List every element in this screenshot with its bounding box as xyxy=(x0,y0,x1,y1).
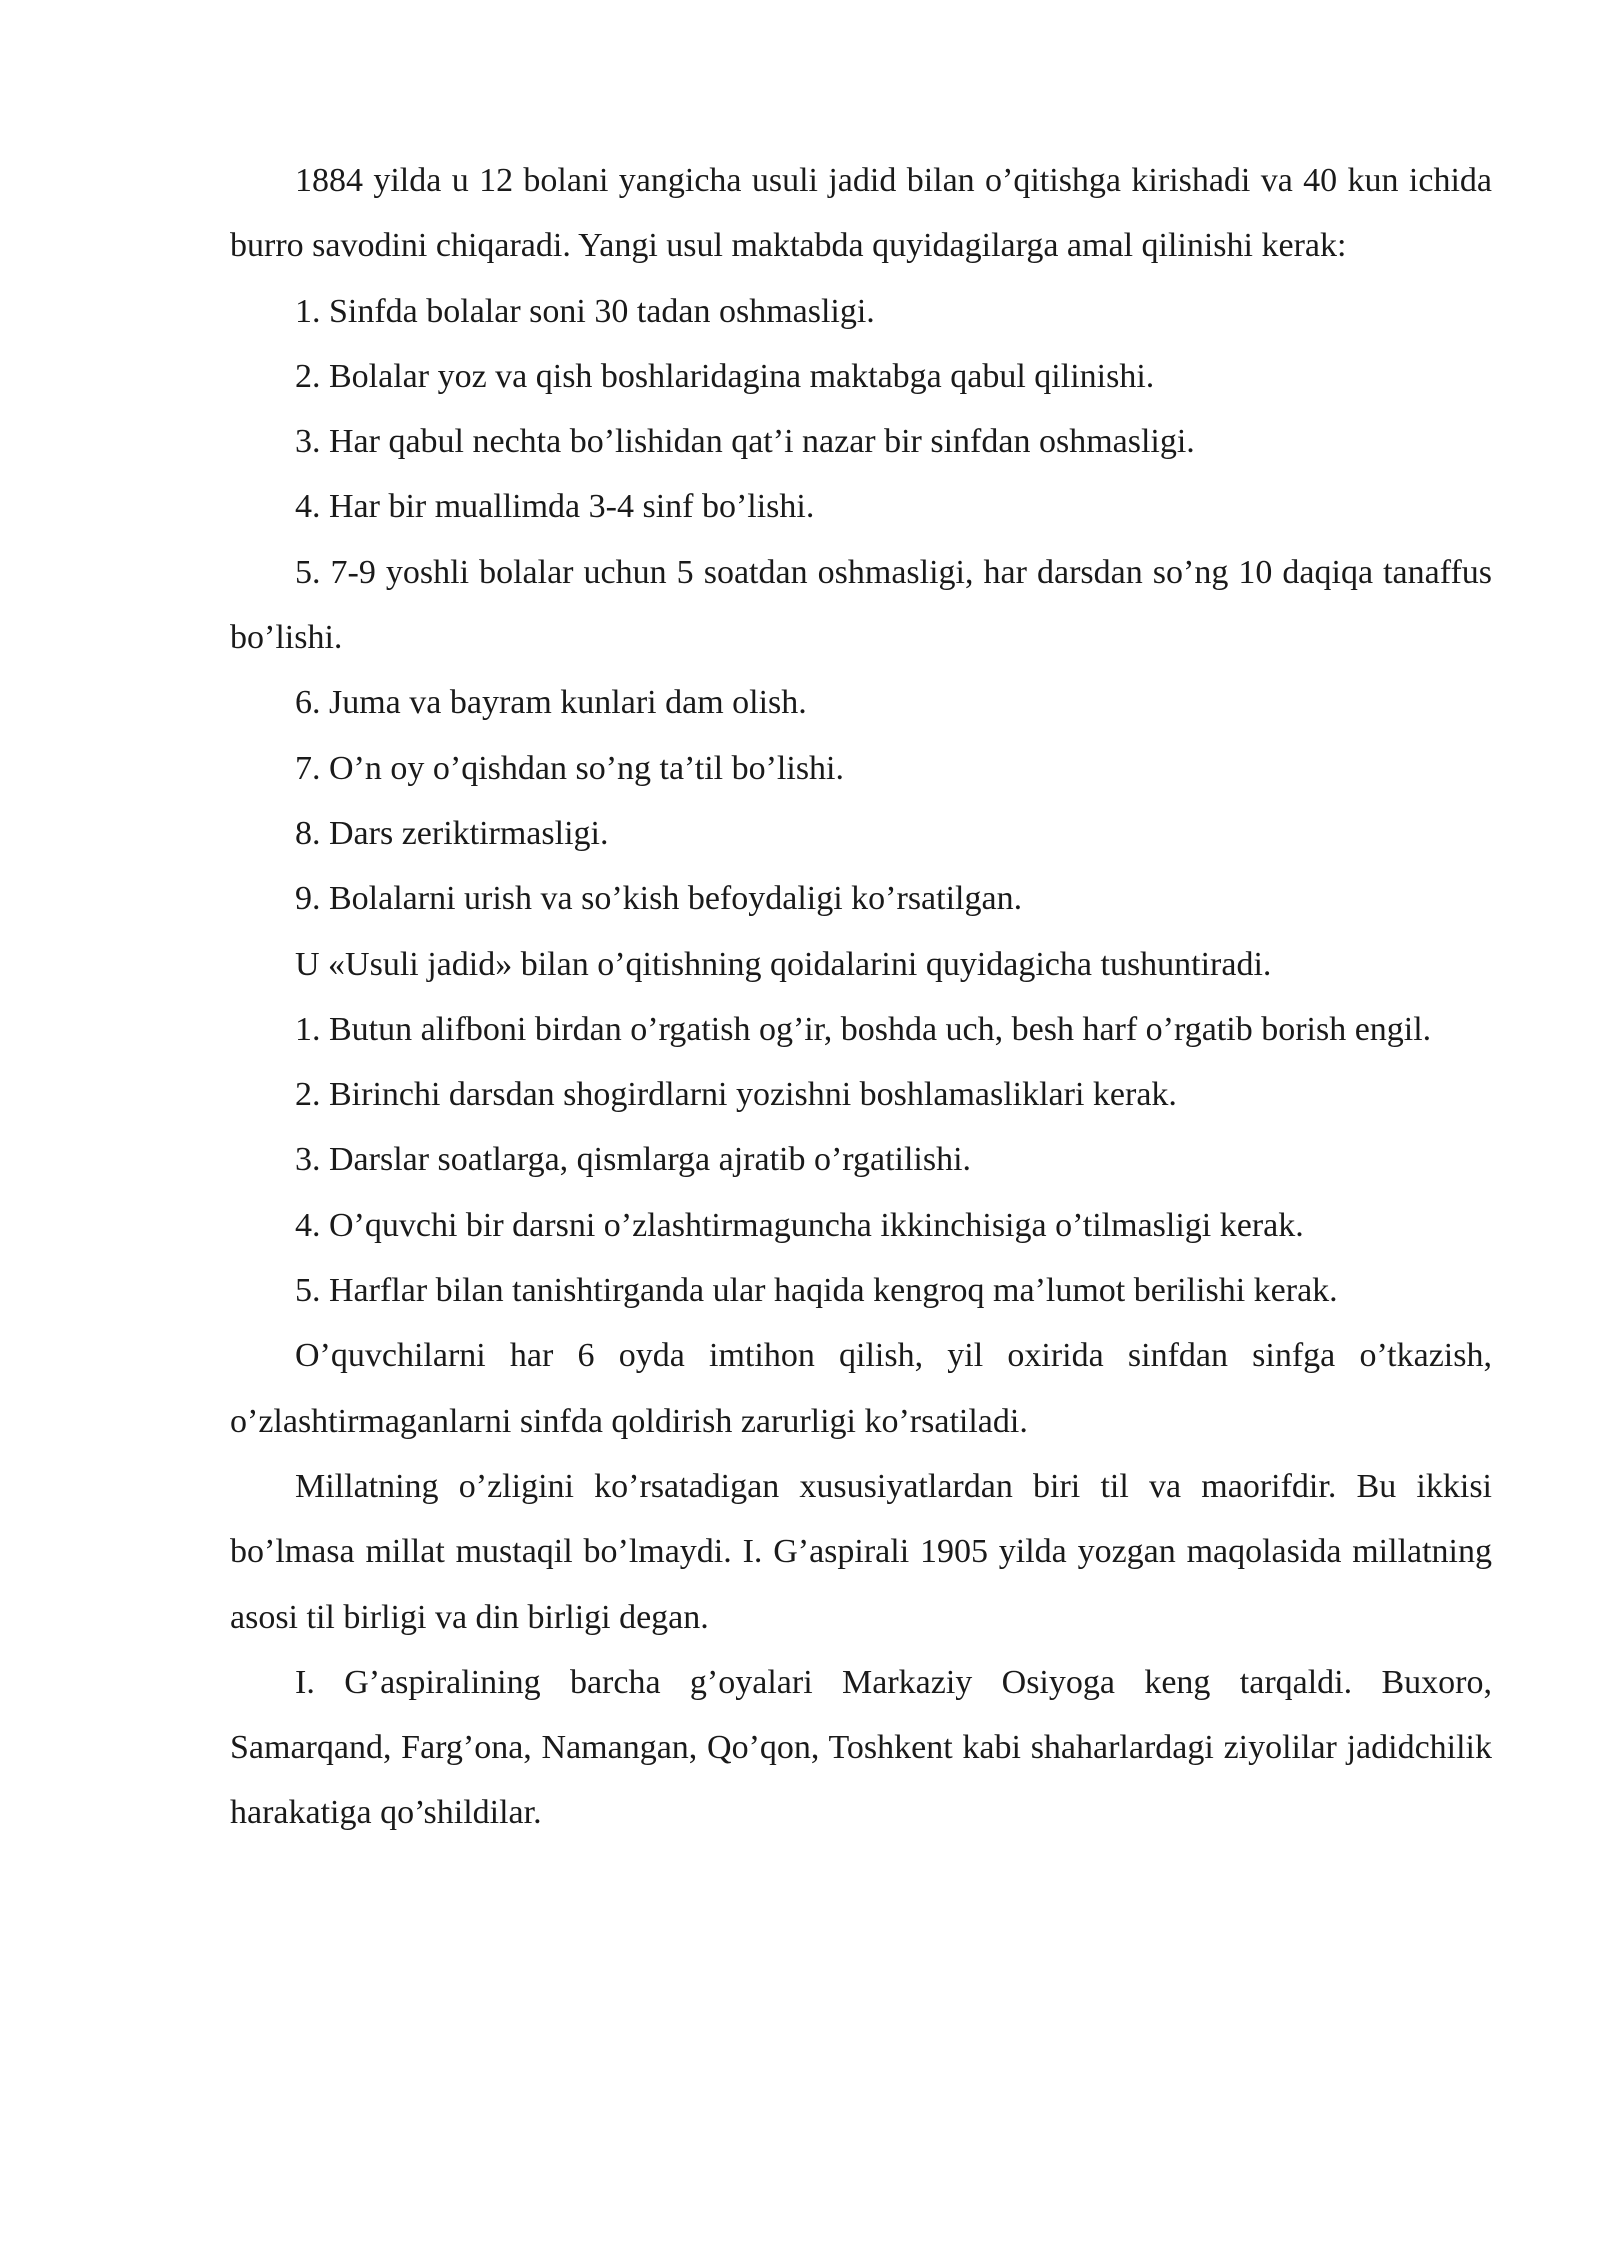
list-item-method-1: 1. Butun alifboni birdan o’rgatish og’ir, boshda uch, besh harf o’rgatib borish engil. xyxy=(295,1010,1432,1048)
paragraph-gaspirali: I. G’aspiralining barcha g’oyalari Markaziy Osiyoga keng tarqaldi. Buxoro, Samarqand, Farg’ona, Namangan, Qo’qon, Toshkent kabi shaharlardagi ziyolilar jadidchilik harakatiga qo’shildilar. xyxy=(230,1663,1492,1832)
list-item-method-2: 2. Birinchi darsdan shogirdlarni yozishni boshlamasliklari kerak. xyxy=(295,1076,1177,1114)
document-page xyxy=(230,148,1492,1846)
paragraph-exams: O’quvchilarni har 6 oyda imtihon qilish, yil oxirida sinfdan sinfga o’tkazish, o’zlashtirmaganlarni sinfda qoldirish zarurligi ko’rsatiladi. xyxy=(230,1337,1492,1440)
list-item-rule-2: 2. Bolalar yoz va qish boshlaridagina maktabga qabul qilinishi. xyxy=(295,357,1155,395)
list-item-rule-3: 3. Har qabul nechta bo’lishidan qat’i nazar bir sinfdan oshmasligi. xyxy=(295,423,1195,461)
list-item-method-3: 3. Darslar soatlarga, qismlarga ajratib o’rgatilishi. xyxy=(295,1141,972,1179)
list-item-method-4: 4. O’quvchi bir darsni o’zlashtirmaguncha ikkinchisiga o’tilmasligi kerak. xyxy=(295,1206,1304,1244)
list-item-rule-4: 4. Har bir muallimda 3-4 sinf bo’lishi. xyxy=(295,488,815,526)
list-item-rule-9: 9. Bolalarni urish va so’kish befoydaligi ko’rsatilgan. xyxy=(295,880,1023,918)
list-item-rule-7: 7. O’n oy o’qishdan so’ng ta’til bo’lishi. xyxy=(295,749,844,787)
paragraph-nation: Millatning o’zligini ko’rsatadigan xususiyatlardan biri til va maorifdir. Bu ikkisi bo’lmasa millat mustaqil bo’lmaydi. I. G’aspirali 1905 yilda yozgan maqolasida millatning asosi til birligi va din birligi degan. xyxy=(230,1467,1492,1636)
list-item-rule-1: 1. Sinfda bolalar soni 30 tadan oshmasligi. xyxy=(295,292,875,330)
list-item-rule-6: 6. Juma va bayram kunlari dam olish. xyxy=(295,684,807,722)
list-item-rule-5: 5. 7-9 yoshli bolalar uchun 5 soatdan oshmasligi, har darsdan so’ng 10 daqiqa tanaffus bo’lishi. xyxy=(230,553,1492,657)
paragraph-intro: 1884 yilda u 12 bolani yangicha usuli jadid bilan o’qitishga kirishadi va 40 kun ichida burro savodini chiqaradi. Yangi usul maktabda quyidagilarga amal qilinishi kerak: xyxy=(230,162,1492,265)
list-item-rule-8: 8. Dars zeriktirmasligi. xyxy=(295,814,609,852)
paragraph-usuli-jadid: U «Usuli jadid» bilan o’qitishning qoidalarini quyidagicha tushuntiradi. xyxy=(295,945,1272,983)
list-item-method-5: 5. Harflar bilan tanishtirganda ular haqida kengroq ma’lumot berilishi kerak. xyxy=(295,1272,1338,1310)
